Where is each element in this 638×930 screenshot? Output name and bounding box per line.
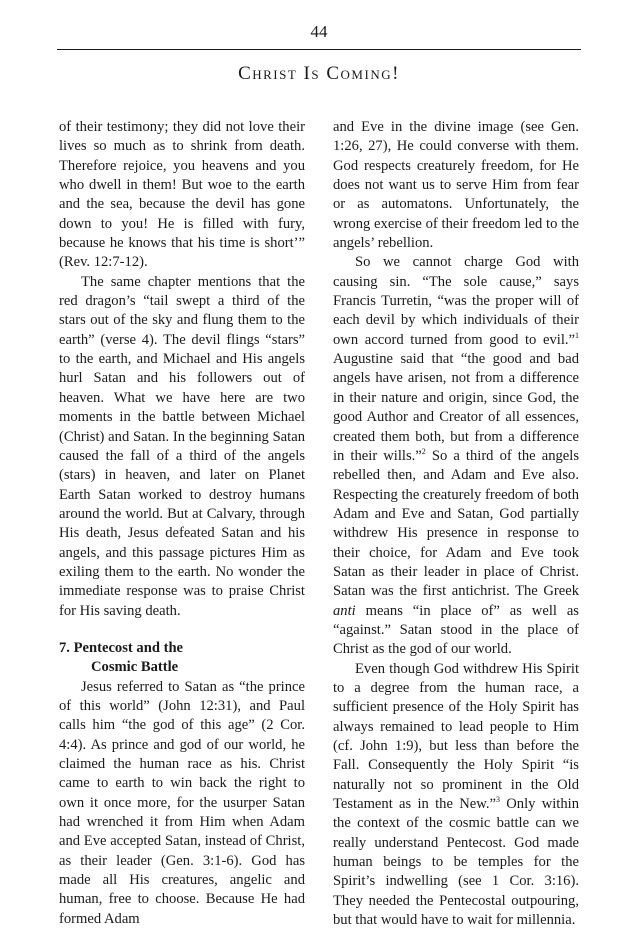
right-paragraph-2 xyxy=(333,253,579,659)
section-heading-line-2: Cosmic Battle xyxy=(91,659,179,676)
greek-word-anti: anti xyxy=(333,602,356,619)
left-paragraph-2: The same chapter mentions that the red dragon’s “tail swept a third of the stars out of the sky and flung them to the earth” (verse 4). The devil flings “stars” to the earth, and Michael and His angels hurl Satan and his followers out of heaven. What we have here are two moments in the battle between Michael (Christ) and Satan. In the beginning Satan caused the fall of a third of the angels (stars) in heaven, and later on Planet Earth Satan worked to destroy humans around the world. But at Calvary, through His death, Jesus defeated Satan and his angels, and this passage pictures Him as exiling them to the earth. No wonder the immediate response was to praise Christ for His saving death. xyxy=(59,273,305,619)
right-paragraph-2-part-a: So we cannot charge God with causing sin. “The sole cause,” says Francis Turretin, “was the proper will of each devil by which individuals of their own accord turned from good to evil.” xyxy=(333,254,579,348)
footnote-ref-3: 3 xyxy=(495,795,500,805)
section-heading-line-1: 7. Pentecost and the xyxy=(59,639,184,656)
right-paragraph-3-part-b: Only within the context of the cosmic battle can we really understand Pentecost. God made human beings to be temples for the Spirit’s indwelling (see 1 Cor. 3:16). They needed the Pentecostal outpouring, but that would have to wait for millennia. xyxy=(333,796,579,929)
right-paragraph-2-part-c: So a third of the angels rebelled then, and Adam and Eve also. Respecting the creaturely freedom of both Adam and Eve and Satan, God partially withdrew His presence in response to their choice, for Adam and Eve took Satan as their leader in place of Christ. Satan was the first antichrist. The Greek xyxy=(333,447,579,600)
section-heading xyxy=(59,639,305,678)
right-paragraph-3-part-a: Even though God withdrew His Spirit to a degree from the human race, a sufficient presence of the Holy Spirit has always remained to lead people to Him (cf. John 1:9), but less than before the Fall. Consequently the Holy Spirit “is naturally not so prominent in the Old Testament as in the New.” xyxy=(333,660,579,813)
footnote-ref-2: 2 xyxy=(421,446,426,456)
left-column xyxy=(59,118,305,929)
footnote-ref-1: 1 xyxy=(575,330,579,340)
page-number: 44 xyxy=(310,22,328,41)
right-column xyxy=(333,118,579,930)
running-title: Christ Is Coming! xyxy=(238,63,400,84)
right-paragraph-1: and Eve in the divine image (see Gen. 1:26, 27), He could converse with them. God respects creaturely freedom, for He does not want us to serve Him from fear or as automatons. Unfortunately, the wrong exercise of their freedom led to the angels’ rebellion. xyxy=(333,119,579,252)
right-paragraph-3 xyxy=(333,660,579,930)
left-paragraph-3: Jesus referred to Satan as “the prince of this world” (John 12:31), and Paul calls him “the god of this age” (2 Cor. 4:4). As prince and god of our world, he claimed the human race as his. Christ came to earth to win back the right to own it once more, for the usurper Satan had wrenched it from Him when Adam and Eve accepted Satan, instead of Christ, as their leader (Gen. 3:1-6). God has made all His creatures, angelic and human, free to choose. Because He had formed Adam xyxy=(59,678,305,927)
right-paragraph-2-part-d: means “in place of” as well as “against.” Satan stood in the place of Christ as the god of our world. xyxy=(333,602,579,658)
left-paragraph-1: of their testimony; they did not love their lives so much as to shrink from death. Therefore rejoice, you heavens and you who dwell in them! But woe to the earth and the sea, because the devil has gone down to you! He is filled with fury, because he knows that his time is short’” (Rev. 12:7-12). xyxy=(59,119,305,271)
header-rule xyxy=(57,49,581,50)
right-paragraph-2-part-b: Augustine said that “the good and bad angels have arisen, not from a difference in their nature and origin, since God, the good Author and Creator of all essences, created them both, but from a difference in their wills.” xyxy=(333,351,579,464)
